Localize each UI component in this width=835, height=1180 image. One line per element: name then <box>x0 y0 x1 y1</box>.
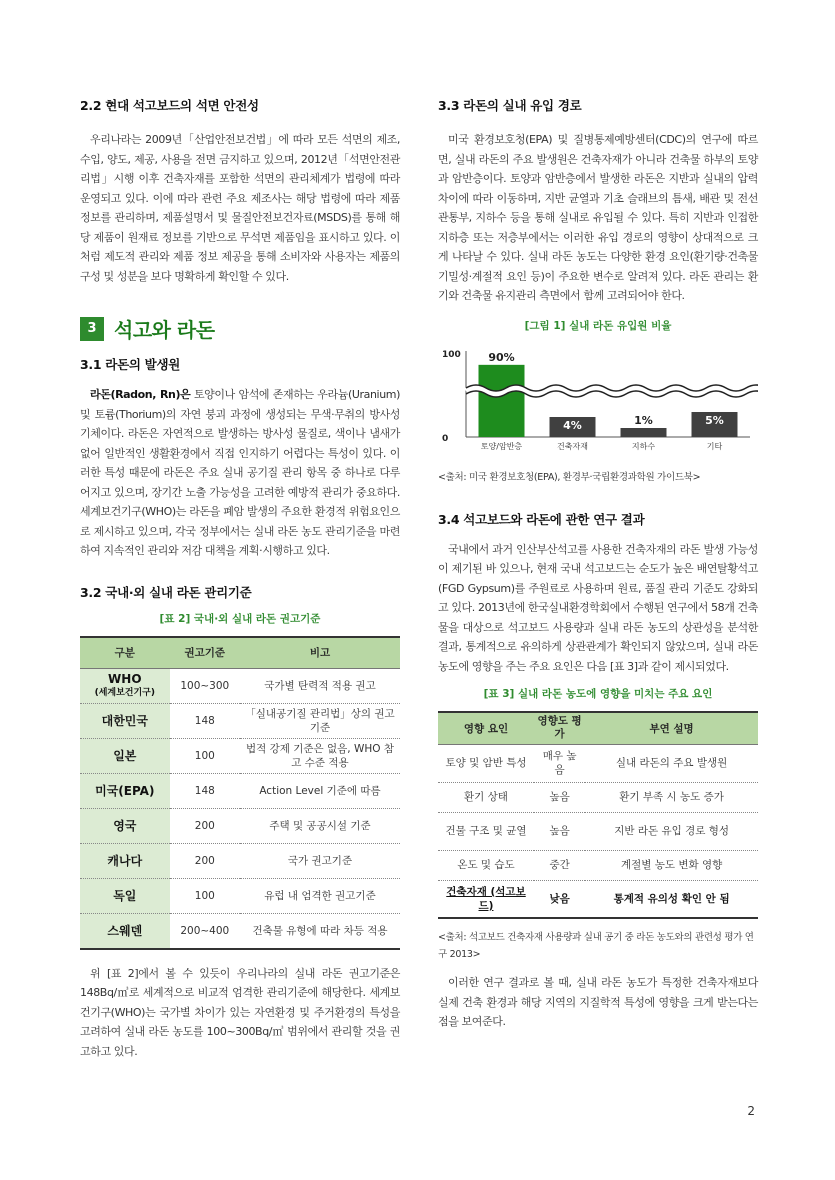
section-title-3-4: 3.4 석고보드와 라돈에 관한 연구 결과 <box>438 511 645 527</box>
factor-cell: 온도 및 습도 <box>438 850 534 880</box>
col-header-factor: 영향 요인 <box>438 712 534 744</box>
col-header-description: 부연 설명 <box>585 712 758 744</box>
standard-cell: 100 <box>170 879 240 914</box>
section-title-3-2: 3.2 국내·외 실내 라돈 관리기준 <box>80 584 252 600</box>
conclusion-text: 이러한 연구 결과로 볼 때, 실내 라돈 농도가 특정한 건축자재보다 실제 건축 환경과 해당 지역의 지질학적 특성에 영향을 크게 받는다는 점을 보여준다. <box>438 976 758 1028</box>
description-cell: 지반 라돈 유입 경로 형성 <box>585 812 758 850</box>
section-3-3-body: 미국 환경보호청(EPA) 및 질병통제예방센터(CDC)의 연구에 따르면, 실내 라돈의 주요 발생원은 건축자재가 아니라 건축물 하부의 토양과 암반층이다. 토양과 암반층에서 발생한 라돈은 지반과 실내의 압력 차이에 따라 이동하며, 지반 균열과 기초 슬래브의 틈새, 배관 및 전선 관통부, 지하수 등을 통해 실내로 유입될 수 있다. 특히 지반과 인접한 지하층 또는 저층부에서는 이러한 유입 경로의 영향이 상대적으로 크게 나타날 수 있다. 실내 라돈 농도는 다양한 환경 요인(환기량·건축물 기밀성·계절적 요인 등)이 주요한 변수로 알려져 있다. 라돈 관리는 환기와 건축물 유지관리 측면에서 함께 고려되어야 한다. <box>438 133 758 302</box>
impact-cell: 매우 높음 <box>534 744 585 782</box>
bar-data-label: 4% <box>563 418 582 432</box>
description-cell: 계절별 농도 변화 영향 <box>585 850 758 880</box>
description-cell: 환기 부족 시 농도 증가 <box>585 782 758 812</box>
country-cell <box>80 809 170 844</box>
table-3-caption: [표 3] 실내 라돈 농도에 영향을 미치는 주요 요인 <box>483 688 713 700</box>
table-row <box>80 704 400 739</box>
table-row <box>80 844 400 879</box>
country-name: 스웨덴 <box>107 923 143 938</box>
radon-source-chart-svg <box>438 343 758 461</box>
table-row <box>80 669 400 704</box>
bar-지하수 <box>621 428 667 437</box>
impact-cell: 높음 <box>534 812 585 850</box>
section-title-3-1: 3.1 라돈의 발생원 <box>80 357 180 372</box>
col-header-standard: 권고기준 <box>170 637 240 669</box>
table-row <box>80 809 400 844</box>
note-cell: 법적 강제 기준은 없음, WHO 참고 수준 적용 <box>240 739 400 774</box>
table-row <box>438 812 758 850</box>
note-cell: 주택 및 공공시설 기준 <box>240 809 400 844</box>
country-name: 일본 <box>113 749 137 763</box>
y-tick-label: 0 <box>442 433 449 444</box>
standard-cell: 100~300 <box>170 669 240 704</box>
section-title-2-2: 2.2 현대 석고보드의 석면 안전성 <box>80 98 259 113</box>
note-cell: 건축물 유형에 따라 차등 적용 <box>240 914 400 949</box>
standard-cell: 100 <box>170 739 240 774</box>
factor-cell: 토양 및 암반 특성 <box>438 744 534 782</box>
table-row <box>438 744 758 782</box>
note-cell: 국가 권고기준 <box>240 844 400 879</box>
x-tick-label: 기타 <box>706 441 723 451</box>
y-tick-label: 100 <box>442 349 461 360</box>
col-header-note: 비고 <box>240 637 400 669</box>
standard-cell: 200 <box>170 844 240 879</box>
bar-토양/암반층 <box>479 364 525 436</box>
description-cell: 실내 라돈의 주요 발생원 <box>585 744 758 782</box>
country-subname: (세계보건기구) <box>94 688 155 698</box>
country-cell <box>80 669 170 704</box>
section-3-4-body: 국내에서 과거 인산부산석고를 사용한 건축자재의 라돈 발생 가능성이 제기된 바 있으나, 현재 국내 석고보드는 순도가 높은 배연탈황석고(FGD Gypsum)를 주원료로 사용하며 원료, 품질 관리 기준도 강화되고 있다. 2013년에 한국실내환경학회에서 수행된 연구에서 58개 건축물을 대상으로 석고보드 사용량과 실내 라돈 농도의 상관성을 분석한 결과, 통계적으로 유의하게 상관관계가 확인되지 않았으며, 실내 라돈 농도에 영향을 주는 주요 요인은 다음 [표 3]과 같이 제시되었다. <box>438 542 759 673</box>
factor-cell: 환기 상태 <box>438 782 534 812</box>
country-name: 캐나다 <box>107 854 143 868</box>
note-cell: 국가별 탄력적 적용 권고 <box>240 669 400 704</box>
factor-cell: 건축자재 (석고보드) <box>438 880 534 918</box>
left-column <box>80 96 400 1061</box>
description-cell: 통계적 유의성 확인 안 됨 <box>585 880 758 918</box>
page-number: 2 <box>747 1104 755 1118</box>
standard-cell: 148 <box>170 774 240 809</box>
table-header-row <box>80 637 400 669</box>
country-cell <box>80 704 170 739</box>
table-row <box>438 880 758 918</box>
bar-data-label: 90% <box>488 350 515 364</box>
country-name: WHO <box>108 672 142 686</box>
bar-data-label: 1% <box>634 413 653 427</box>
note-cell: Action Level 기준에 따름 <box>240 774 400 809</box>
country-name: 미국(EPA) <box>95 784 155 798</box>
section-title-3-3: 3.3 라돈의 실내 유입 경로 <box>438 98 582 113</box>
figure-1-caption: [그림 1] 실내 라돈 유입원 비율 <box>524 319 672 332</box>
table-row <box>80 774 400 809</box>
impact-cell: 낮음 <box>534 880 585 918</box>
chapter-number: 3 <box>80 317 104 341</box>
table-2-discussion: 위 [표 2]에서 볼 수 있듯이 우리나라의 실내 라돈 권고기준은 148Bq/㎥로 세계적으로 비교적 엄격한 관리기준에 해당한다. 세계보건기구(WHO)는 국가별 차이가 있는 자연환경 및 주거환경의 특성을 고려하여 실내 라돈 농도를 100~300Bq/㎥ 범위에서 관리할 것을 권고하고 있다. <box>80 966 400 1058</box>
note-cell: 「실내공기질 관리법」상의 권고기준 <box>240 704 400 739</box>
factor-cell: 건물 구조 및 균열 <box>438 812 534 850</box>
table-row <box>438 850 758 880</box>
x-tick-label: 건축자재 <box>557 441 588 451</box>
country-cell <box>80 774 170 809</box>
table-3-source: <출처: 석고보드 건축자재 사용량과 실내 공기 중 라돈 농도와의 관련성 평가 연구 2013> <box>438 932 754 960</box>
country-name: 영국 <box>113 819 137 833</box>
table-row <box>80 739 400 774</box>
impact-cell: 중간 <box>534 850 585 880</box>
section-3-1-text: 토양이나 암석에 존재하는 우라늄(Uranium) 및 토륨(Thorium)의 자연 붕괴 과정에 생성되는 무색·무취의 방사성 기체이다. 라돈은 자연적으로 발생하는 방사성 물질로, 색이나 냄새가 없어 일반적인 생활환경에서 직접 인지하기 어렵다는 특성이 있다. 이러한 특성 때문에 라돈은 주요 실내 공기질 관리 항목 중 하나로 다루어지고 있으며, 장기간 노출 가능성을 고려한 예방적 관리가 중요하다. 세계보건기구(WHO)는 라돈을 폐암 발생의 주요한 환경적 위험요인으로 제시하고 있으며, 각국 정부에서는 실내 라돈 농도 관리기준을 마련하여 지속적인 관리와 저감 대책을 계획·시행하고 있다. <box>80 388 400 557</box>
country-name: 독일 <box>113 889 137 903</box>
col-header-impact: 영향도 평가 <box>534 712 585 744</box>
section-3-1-body <box>80 385 400 561</box>
right-column <box>438 96 758 1032</box>
radon-lead-term: 라돈(Radon, Rn)은 <box>90 388 191 401</box>
radon-source-chart <box>438 343 758 461</box>
table-row <box>438 782 758 812</box>
standard-cell: 148 <box>170 704 240 739</box>
table-header-row <box>438 712 758 744</box>
bar-data-label: 5% <box>705 413 724 427</box>
table-2-caption: [표 2] 국내·외 실내 라돈 권고기준 <box>159 612 321 625</box>
country-cell <box>80 914 170 949</box>
chapter-title: 석고와 라돈 <box>114 318 215 342</box>
radon-standards-table <box>80 636 400 950</box>
standard-cell: 200 <box>170 809 240 844</box>
radon-factors-table <box>438 711 758 919</box>
impact-cell: 높음 <box>534 782 585 812</box>
col-header-category: 구분 <box>80 637 170 669</box>
chapter-heading <box>80 314 400 343</box>
figure-1-source: <출처: 미국 환경보호청(EPA), 환경부·국립환경과학원 가이드북> <box>438 471 701 483</box>
note-cell: 유럽 내 엄격한 권고기준 <box>240 879 400 914</box>
country-cell <box>80 739 170 774</box>
section-2-2-body: 우리나라는 2009년「산업안전보건법」에 따라 모든 석면의 제조, 수입, 양도, 제공, 사용을 전면 금지하고 있으며, 2012년「석면안전관리법」시행 이후 건축자재를 포함한 석면의 관리체계가 법령에 따라 운영되고 있다. 이에 따라 관련 주요 제조사는 해당 법령에 따라 제품 정보를 관리하며, 제품설명서 및 물질안전보건자료(MSDS)를 통해 해당 제품이 원재료 정보를 기반으로 무석면 제품임을 표시하고 있다. 이처럼 제도적 관리와 제품 정보 제공을 통해 소비자와 사용자는 제품의 구성 및 성분을 보다 명확하게 확인할 수 있다. <box>80 133 400 283</box>
country-name: 대한민국 <box>101 714 148 728</box>
table-row <box>80 879 400 914</box>
x-tick-label: 지하수 <box>631 441 656 451</box>
table-row <box>80 914 400 949</box>
standard-cell: 200~400 <box>170 914 240 949</box>
country-cell <box>80 879 170 914</box>
country-cell <box>80 844 170 879</box>
x-tick-label: 토양/암반층 <box>480 441 523 451</box>
